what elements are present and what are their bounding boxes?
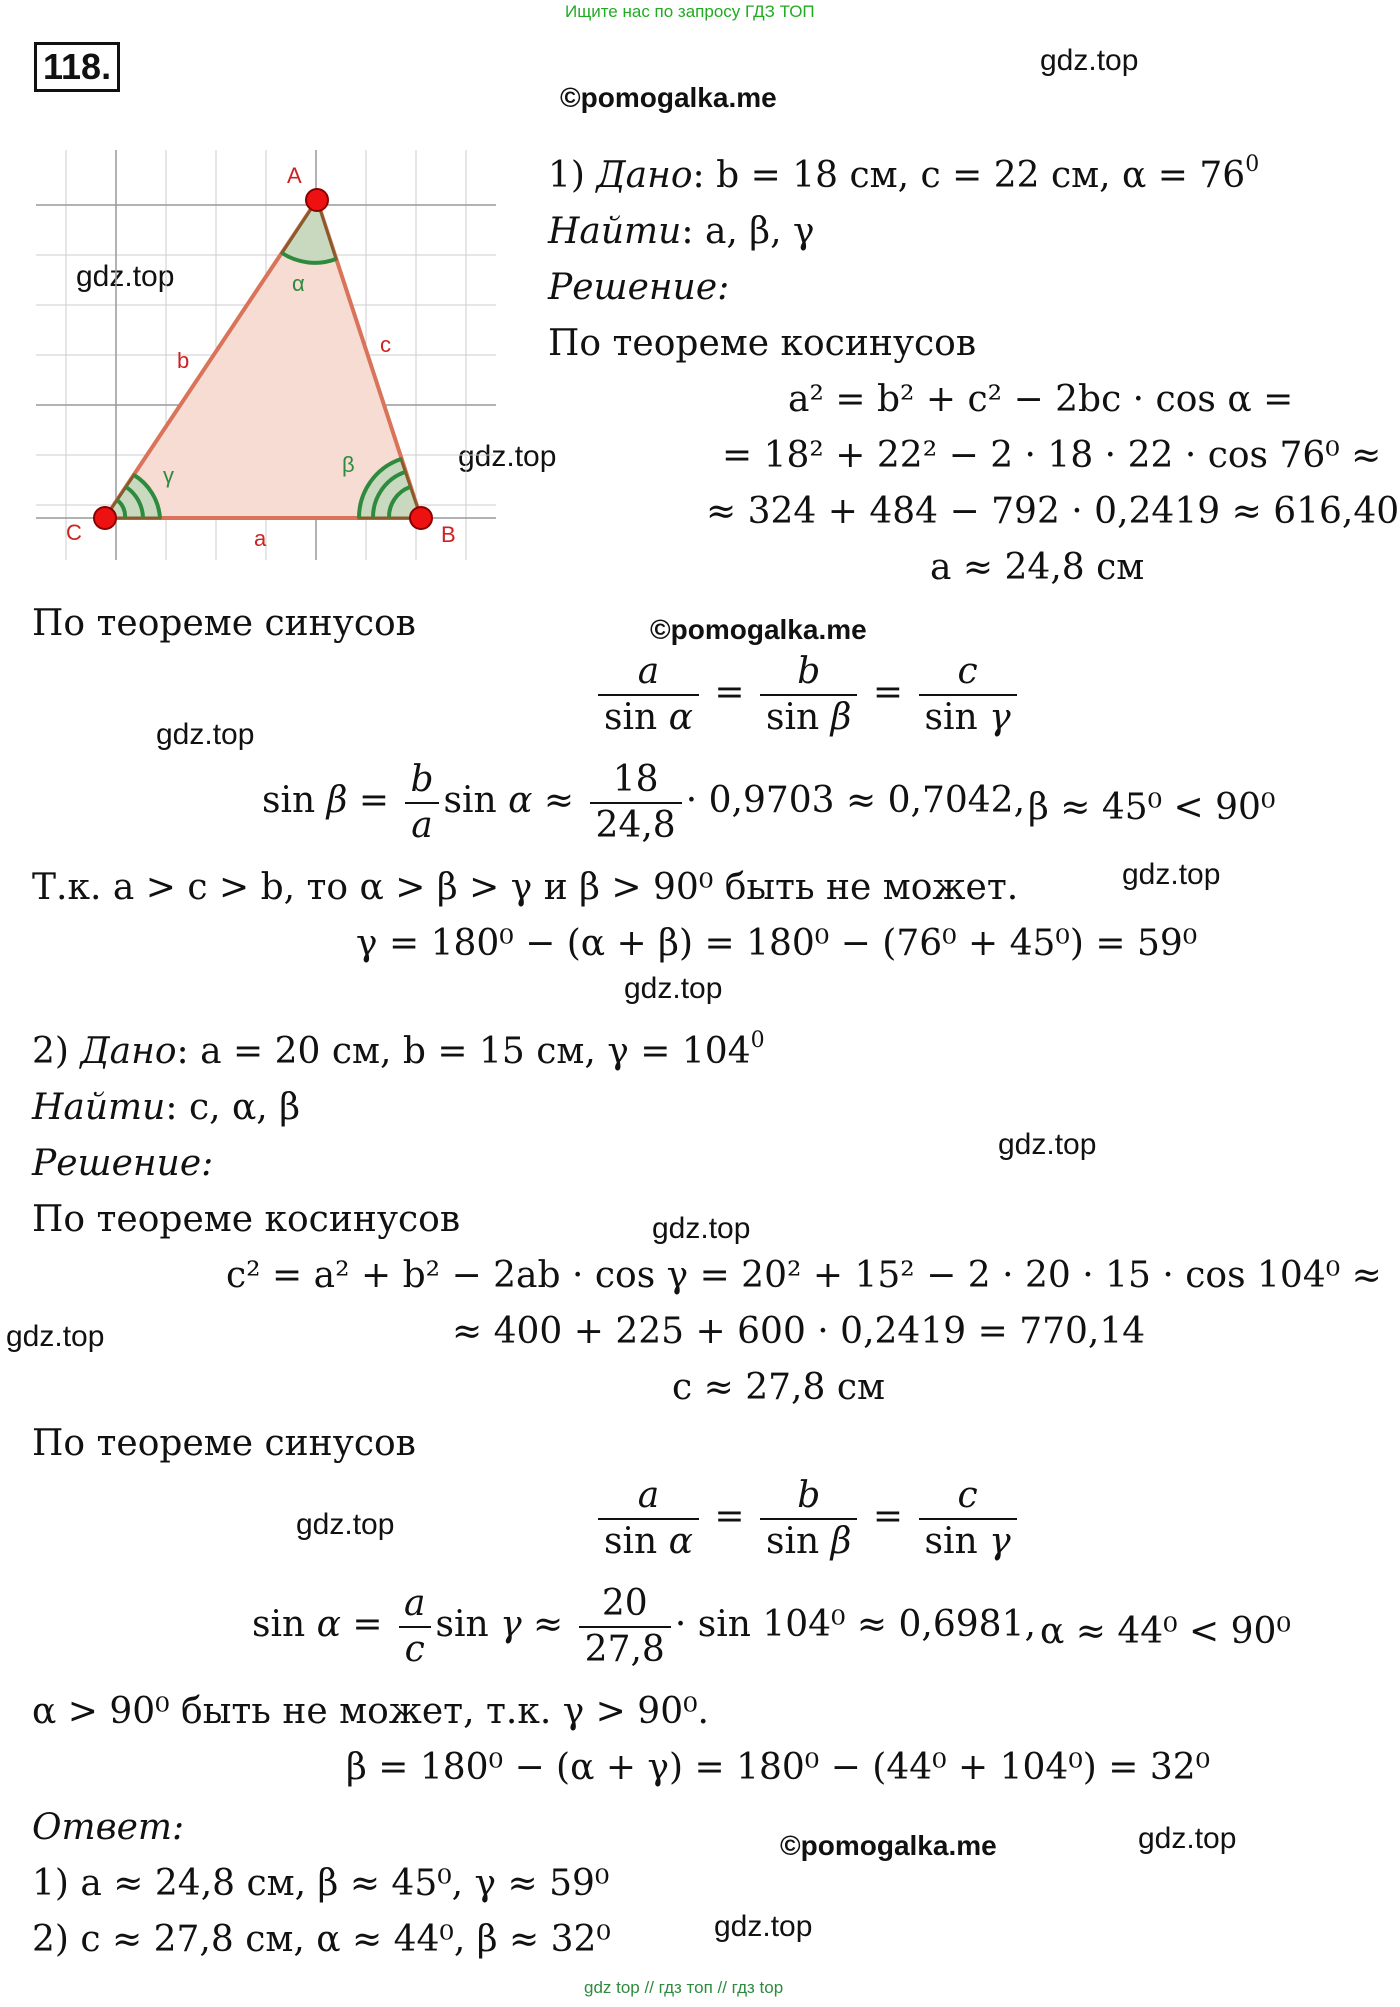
part1-eq3: ≈ 324 + 484 − 792 · 0,2419 ≈ 616,40	[706, 491, 1400, 532]
label-angle-alpha: α	[292, 271, 305, 296]
part1-find: Найти: a, β, γ	[548, 211, 815, 252]
watermark-gdz: gdz.top	[714, 1910, 813, 1943]
top-banner: Ищите нас по запросу ГДЗ ТОП	[565, 2, 815, 21]
label-angle-gamma: γ	[163, 463, 174, 488]
label-angle-beta: β	[342, 452, 355, 477]
watermark-pomogalka: ©pomogalka.me	[780, 1830, 997, 1861]
vertex-b-point	[410, 507, 432, 529]
part2-alpha-result: α ≈ 44⁰ < 90⁰	[1040, 1611, 1291, 1652]
part2-find: Найти: c, α, β	[32, 1087, 301, 1128]
part1-solution-label: Решение:	[548, 267, 730, 308]
angle-alpha-wedge	[282, 200, 336, 263]
part1-cos-theorem: По теореме косинусов	[548, 323, 977, 364]
label-side-c: c	[380, 332, 391, 357]
triangle	[105, 200, 421, 518]
watermark-gdz: gdz.top	[1122, 858, 1221, 891]
part2-cos-theorem: По теореме косинусов	[32, 1199, 461, 1240]
part2-solution-label: Решение:	[32, 1143, 214, 1184]
watermark-gdz: gdz.top	[296, 1508, 395, 1541]
part2-eq2: ≈ 400 + 225 + 600 · 0,2419 = 770,14	[452, 1311, 1146, 1352]
watermark-pomogalka: ©pomogalka.me	[560, 82, 777, 113]
watermark-gdz: gdz.top	[156, 718, 255, 751]
label-vertex-c: C	[66, 520, 82, 545]
part2-since-line: α > 90⁰ быть не может, т.к. γ > 90⁰.	[32, 1691, 709, 1732]
part1-sine-law: $\frac{a}{\text{sin α}}$ = $\frac{b}{\text{sin β}}$ = $\frac{c}{\text{sin γ}}$	[594, 650, 1021, 740]
part1-sin-beta-calc: sin β = $\frac{b}{a}$ sin α ≈ $\frac{18}{24,8}$ · 0,9703 ≈ 0,7042,	[262, 759, 1026, 846]
label-side-a: a	[254, 526, 267, 551]
watermark-pomogalka: ©pomogalka.me	[650, 614, 867, 645]
part1-gamma-line: γ = 180⁰ − (α + β) = 180⁰ − (76⁰ + 45⁰) = 59⁰	[356, 923, 1198, 964]
watermark-gdz: gdz.top	[998, 1128, 1097, 1161]
part2-sine-law: $\frac{a}{\text{sin α}}$ = $\frac{b}{\text{sin β}}$ = $\frac{c}{\text{sin γ}}$	[594, 1474, 1021, 1564]
part1-eq2: = 18² + 22² − 2 · 18 · 22 · cos 76⁰ ≈	[722, 435, 1382, 476]
footer-links[interactable]: gdz top // гдз топ // гдз top	[584, 1978, 784, 1997]
label-vertex-b: B	[441, 522, 456, 547]
problem-number: 118.	[34, 42, 120, 92]
watermark-gdz: gdz.top	[76, 260, 175, 293]
part1-given: 1) Дано: b = 18 см, c = 22 см, $\alpha = 76^0$	[548, 152, 1260, 196]
label-side-b: b	[177, 348, 190, 373]
answer-line-1: 1) a ≈ 24,8 см, β ≈ 45⁰, γ ≈ 59⁰	[32, 1863, 610, 1904]
answer-line-2: 2) c ≈ 27,8 см, α ≈ 44⁰, β ≈ 32⁰	[32, 1919, 611, 1960]
part2-sin-alpha-calc: sin α = $\frac{a}{c}$ sin γ ≈ $\frac{20}{27,8}$ · sin 104⁰ ≈ 0,6981,	[252, 1583, 1036, 1670]
part2-beta-line: β = 180⁰ − (α + γ) = 180⁰ − (44⁰ + 104⁰) = 32⁰	[346, 1747, 1211, 1788]
part1-eq1: a² = b² + c² − 2bc · cos α =	[788, 379, 1294, 420]
part2-given: 2) Дано: a = 20 см, b = 15 см, $\gamma = 104^0$	[32, 1028, 765, 1072]
answer-label: Ответ:	[32, 1807, 185, 1848]
watermark-gdz: gdz.top	[652, 1212, 751, 1245]
part1-sin-theorem: По теореме синусов	[32, 603, 416, 644]
watermark-gdz: gdz.top	[6, 1320, 105, 1353]
part1-beta-result: β ≈ 45⁰ < 90⁰	[1028, 787, 1276, 828]
label-vertex-a: A	[287, 163, 302, 188]
part1-eq4: a ≈ 24,8 см	[930, 547, 1145, 588]
watermark-gdz: gdz.top	[458, 440, 557, 473]
watermark-gdz: gdz.top	[1040, 44, 1139, 77]
part2-eq1: c² = a² + b² − 2ab · cos γ = 20² + 15² − 2 · 20 · 15 · cos 104⁰ ≈	[226, 1255, 1382, 1296]
watermark-gdz: gdz.top	[624, 972, 723, 1005]
vertex-a-point	[306, 189, 328, 211]
watermark-gdz: gdz.top	[1138, 1822, 1237, 1855]
part2-eq3: c ≈ 27,8 см	[672, 1367, 885, 1408]
part1-since-line: Т.к. a > c > b, то α > β > γ и β > 90⁰ быть не может.	[32, 867, 1019, 908]
part2-sin-theorem: По теореме синусов	[32, 1423, 416, 1464]
vertex-c-point	[94, 507, 116, 529]
triangle-figure	[36, 150, 496, 560]
